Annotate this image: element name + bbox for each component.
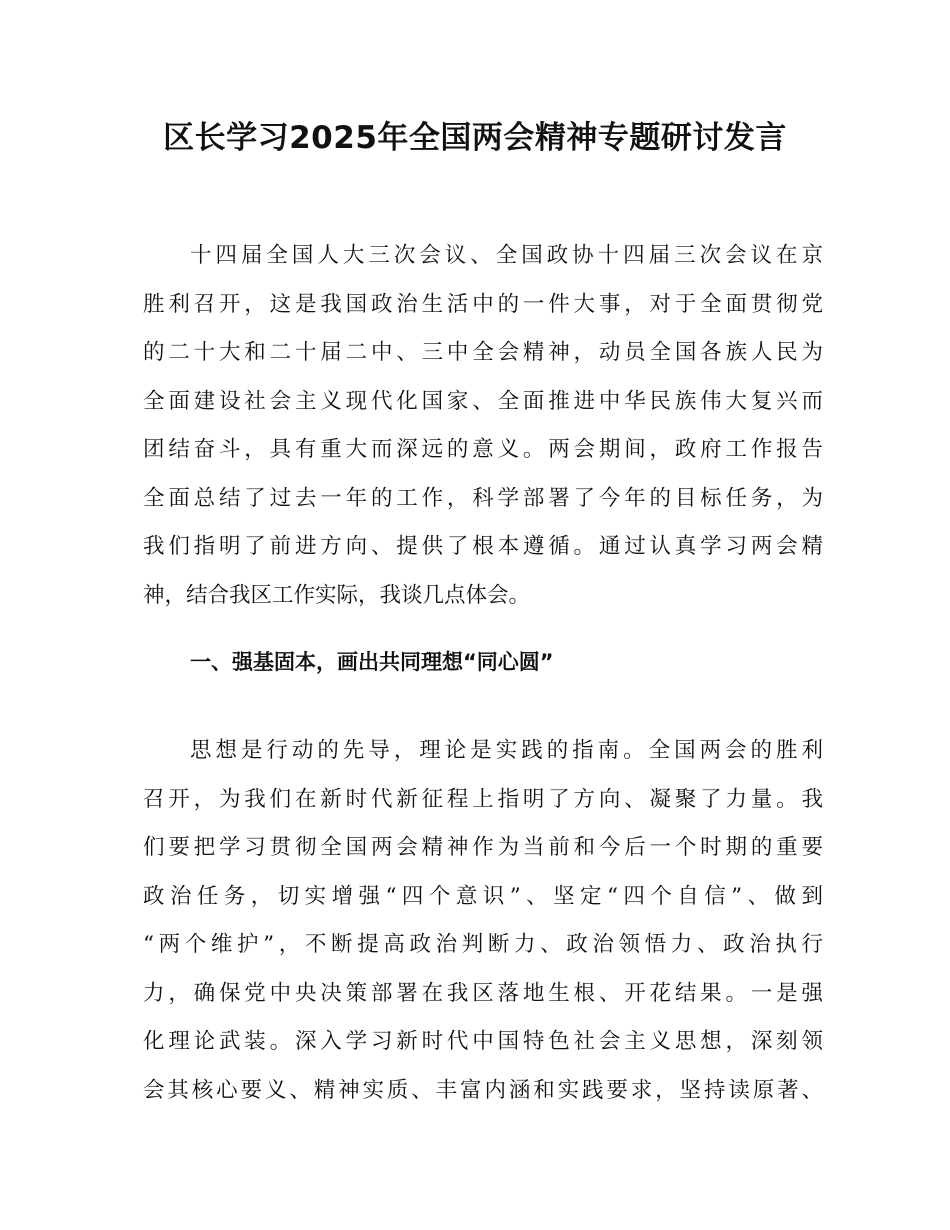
text-line: 政治任务，切实增强“四个意识”、坚定“四个自信”、做到	[143, 883, 823, 909]
text-line: 神，结合我区工作实际，我谈几点体会。	[143, 582, 531, 608]
text-line: 胜利召开，这是我国政治生活中的一件大事，对于全面贯彻党	[143, 291, 823, 317]
text-line: 召开，为我们在新时代新征程上指明了方向、凝聚了力量。我	[143, 786, 823, 812]
text-line: 思想是行动的先导，理论是实践的指南。全国两会的胜利	[190, 738, 823, 763]
section1-paragraph	[143, 727, 823, 1115]
text-line: 化理论武装。深入学习新时代中国特色社会主义思想，深刻领	[143, 1029, 823, 1054]
text-line: 团结奋斗，具有重大而深远的意义。两会期间，政府工作报告	[143, 437, 823, 462]
text-line: 十四届全国人大三次会议、全国政协十四届三次会议在京	[190, 243, 823, 268]
text-line: 我们指明了前进方向、提供了根本遵循。通过认真学习两会精	[143, 534, 823, 559]
text-line: 全面总结了过去一年的工作，科学部署了今年的目标任务，为	[143, 485, 823, 511]
text-line: 们要把学习贯彻全国两会精神作为当前和今后一个时期的重要	[143, 835, 823, 860]
document-title: 区长学习2025年全国两会精神专题研讨发言	[163, 120, 787, 156]
text-line: 力，确保党中央决策部署在我区落地生根、开花结果。一是强	[143, 980, 823, 1006]
text-line: 的二十大和二十届二中、三中全会精神，动员全国各族人民为	[143, 340, 823, 365]
text-line: 会其核心要义、精神实质、丰富内涵和实践要求，坚持读原著、	[143, 1077, 823, 1103]
intro-paragraph	[143, 232, 823, 620]
text-line: 全面建设社会主义现代化国家、全面推进中华民族伟大复兴而	[143, 388, 823, 414]
section-heading: 一、强基固本，画出共同理想“同心圆”	[190, 650, 554, 674]
text-line: “两个维护”，不断提高政治判断力、政治领悟力、政治执行	[143, 932, 823, 957]
